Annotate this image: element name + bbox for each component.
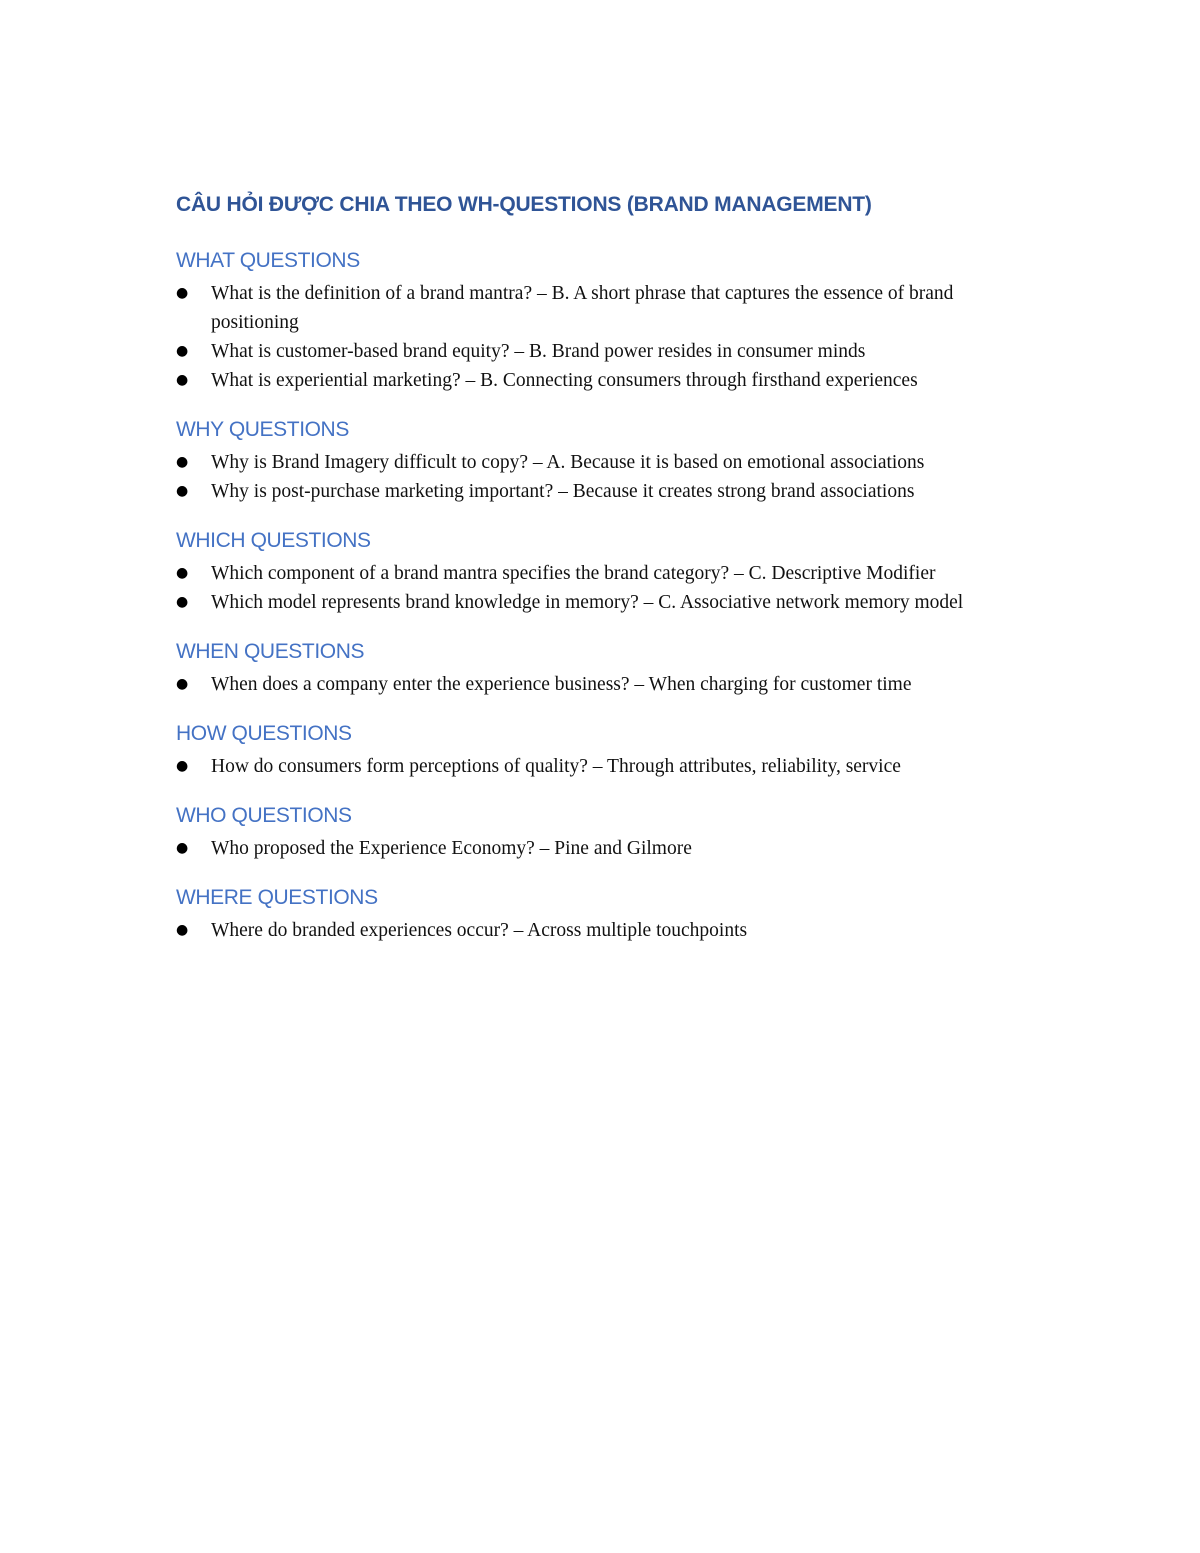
question-list-when [176, 670, 1036, 699]
list-item-text: What is customer-based brand equity? – B. Brand power resides in consumer minds [211, 341, 866, 362]
bullet-icon: ● [176, 840, 189, 856]
section-how [176, 719, 1036, 781]
list-item [176, 477, 1021, 506]
question-list-who [176, 834, 1036, 863]
question-list-which [176, 559, 1036, 617]
section-what [176, 246, 1036, 395]
list-item [176, 366, 1021, 395]
list-item-text: How do consumers form perceptions of quality? – Through attributes, reliability, service [211, 756, 901, 777]
list-item-text: What is the definition of a brand mantra? – B. A short phrase that captures the essence of brand positioning [211, 283, 954, 333]
section-why [176, 415, 1036, 506]
list-item [176, 559, 1021, 588]
section-which [176, 526, 1036, 617]
section-heading-when: WHEN QUESTIONS [176, 640, 365, 663]
section-who [176, 801, 1036, 863]
section-heading-where: WHERE QUESTIONS [176, 886, 378, 909]
list-item [176, 752, 1021, 781]
bullet-icon: ● [176, 594, 189, 610]
section-where [176, 883, 1036, 945]
list-item [176, 670, 1021, 699]
bullet-icon: ● [176, 676, 189, 692]
list-item [176, 916, 1021, 945]
list-item [176, 337, 1021, 366]
section-heading-who: WHO QUESTIONS [176, 804, 352, 827]
document-title: CÂU HỎI ĐƯỢC CHIA THEO WH-QUESTIONS (BRAND MANAGEMENT) [176, 193, 872, 216]
document-body [176, 190, 1036, 965]
list-item [176, 448, 1021, 477]
list-item-text: Why is post-purchase marketing important? – Because it creates strong brand associations [211, 481, 915, 502]
bullet-icon: ● [176, 343, 189, 359]
bullet-icon: ● [176, 922, 189, 938]
bullet-icon: ● [176, 285, 189, 301]
bullet-icon: ● [176, 372, 189, 388]
list-item [176, 279, 1021, 337]
list-item-text: Where do branded experiences occur? – Across multiple touchpoints [211, 920, 748, 941]
list-item-text: Which component of a brand mantra specifies the brand category? – C. Descriptive Modifier [211, 563, 936, 584]
section-heading-why: WHY QUESTIONS [176, 418, 349, 441]
list-item-text: When does a company enter the experience business? – When charging for customer time [211, 674, 912, 695]
list-item-text: What is experiential marketing? – B. Connecting consumers through firsthand experiences [211, 370, 918, 391]
list-item-text: Why is Brand Imagery difficult to copy? – A. Because it is based on emotional associations [211, 452, 925, 473]
list-item [176, 588, 1021, 617]
question-list-where [176, 916, 1036, 945]
section-when [176, 637, 1036, 699]
section-heading-what: WHAT QUESTIONS [176, 249, 360, 272]
list-item-text: Which model represents brand knowledge in memory? – C. Associative network memory model [211, 592, 964, 613]
section-heading-how: HOW QUESTIONS [176, 722, 352, 745]
bullet-icon: ● [176, 565, 189, 581]
bullet-icon: ● [176, 483, 189, 499]
question-list-how [176, 752, 1036, 781]
list-item-text: Who proposed the Experience Economy? – Pine and Gilmore [211, 838, 692, 859]
bullet-icon: ● [176, 758, 189, 774]
list-item [176, 834, 1021, 863]
question-list-why [176, 448, 1036, 506]
section-heading-which: WHICH QUESTIONS [176, 529, 371, 552]
question-list-what [176, 279, 1036, 395]
bullet-icon: ● [176, 454, 189, 470]
